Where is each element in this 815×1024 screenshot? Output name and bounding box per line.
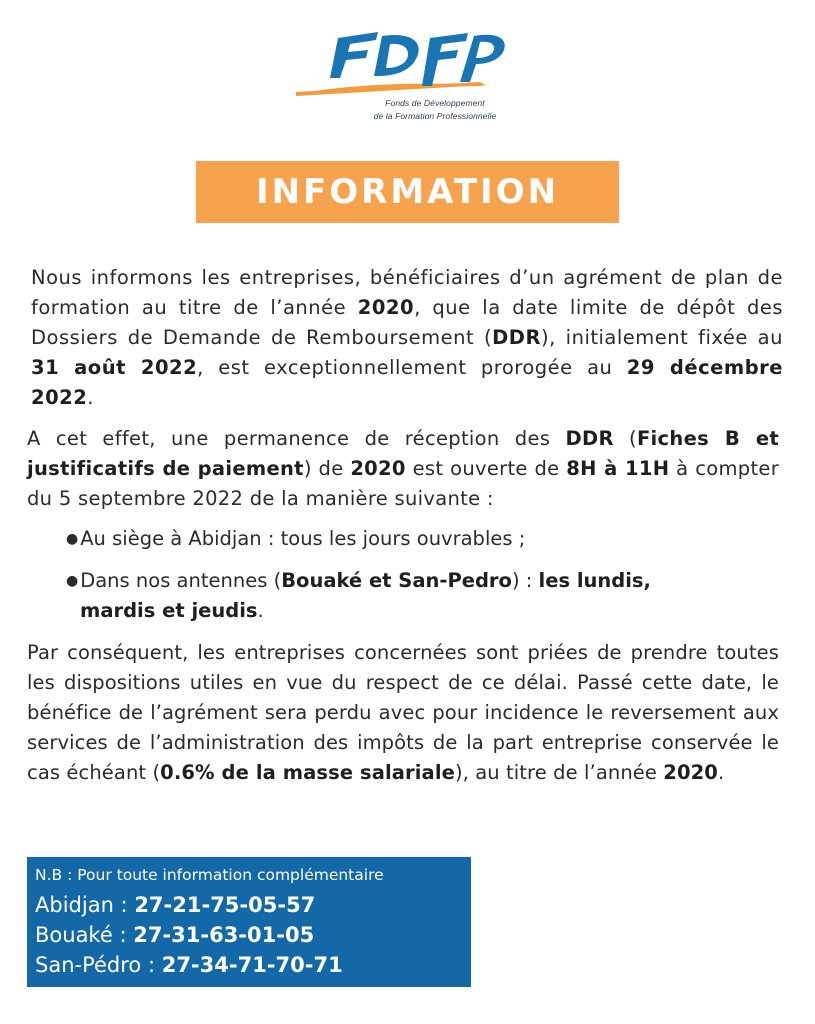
- p3-year: 2020: [663, 761, 718, 784]
- fdfp-logo-mark: [290, 26, 530, 101]
- p2-text-3: ) de: [303, 457, 351, 480]
- information-banner: INFORMATION: [196, 161, 619, 223]
- notice-paragraph-2: [27, 424, 779, 514]
- bullet-branches: [66, 566, 766, 626]
- contact-city: Abidjan :: [35, 893, 135, 917]
- contact-phone: 27-21-75-05-57: [134, 893, 316, 917]
- bullet-branches-text-2: ) :: [511, 569, 539, 592]
- p3-text-2: ), au titre de l’année: [454, 761, 664, 784]
- notice-paragraph-3: [27, 638, 779, 788]
- p2-ddr: DDR: [565, 427, 614, 450]
- bullet-branches-days-2: mardis et jeudis: [80, 599, 258, 622]
- p2-text-2: (: [613, 427, 637, 450]
- p3-text-1: Par conséquent, les entreprises concernées sont priées de prendre toutes les dispositions utiles en vue du respect de ce délai. Passé cette date, le bénéfice de l’agrément sera perdu avec pour incidence le reversement aux services de l’administration des impôts de la part entreprise conservée le cas échéant (: [27, 641, 779, 784]
- p2-text-1: A cet effet, une permanence de réception des: [27, 427, 566, 450]
- p1-ddr: DDR: [492, 326, 542, 349]
- bullet-headquarters: [66, 524, 525, 554]
- contact-box-title: N.B : Pour toute information complémentaire: [35, 866, 384, 884]
- fdfp-logo: [290, 26, 530, 131]
- p1-text-4: , est exceptionnellement prorogée au: [197, 356, 627, 379]
- p1-text-5: .: [87, 386, 94, 409]
- p2-text-5: à compter du 5 septembre 2022 de la manière suivante :: [27, 457, 780, 510]
- logo-subtitle-line2: de la Formation Professionnelle: [373, 111, 497, 121]
- bullet-dot-icon: ●: [66, 531, 79, 547]
- p2-text-4: est ouverte de: [405, 457, 567, 480]
- bullet-dot-icon: ●: [66, 573, 79, 589]
- p3-text-3: .: [717, 761, 725, 784]
- logo-subtitle-line1: Fonds de Développement: [385, 98, 485, 108]
- p3-rate: 0.6% de la masse salariale: [160, 761, 455, 784]
- p2-documents: Fiches B et justificatifs de paiement: [27, 427, 780, 480]
- contact-row-san-pedro: [35, 950, 471, 980]
- contact-row-abidjan: [35, 890, 471, 920]
- contact-box: [27, 857, 471, 987]
- p2-year: 2020: [350, 457, 406, 480]
- bullet-branches-text-3: .: [257, 599, 264, 622]
- p1-new-deadline: 29 décembre 2022: [31, 356, 784, 409]
- bullet-branches-cities: Bouaké et San-Pedro: [281, 569, 512, 592]
- notice-paragraph-1: [31, 263, 783, 413]
- contact-row-bouake: [35, 920, 471, 950]
- contact-phone: 27-31-63-01-05: [133, 923, 315, 947]
- bullet-branches-days-1: les lundis,: [538, 569, 651, 592]
- p1-text-2: , que la date limite de dépôt des Dossiers de Demande de Remboursement (: [31, 296, 784, 349]
- contact-phone: 27-34-71-70-71: [161, 953, 343, 977]
- bullet-headquarters-text: Au siège à Abidjan : tous les jours ouvrables ;: [80, 527, 526, 550]
- p1-year: 2020: [357, 296, 415, 319]
- contact-city: San-Pédro :: [35, 953, 162, 977]
- p2-hours: 8H à 11H: [566, 457, 670, 480]
- p1-initial-deadline: 31 août 2022: [31, 356, 198, 379]
- p1-text-3: ), initialement fixée au: [541, 326, 783, 349]
- contact-city: Bouaké :: [35, 923, 134, 947]
- p1-text-1: Nous informons les entreprises, bénéficiaires d’un agrément de plan de formation au titre de l’année: [31, 266, 783, 319]
- bullet-branches-text-1: Dans nos antennes (: [80, 569, 282, 592]
